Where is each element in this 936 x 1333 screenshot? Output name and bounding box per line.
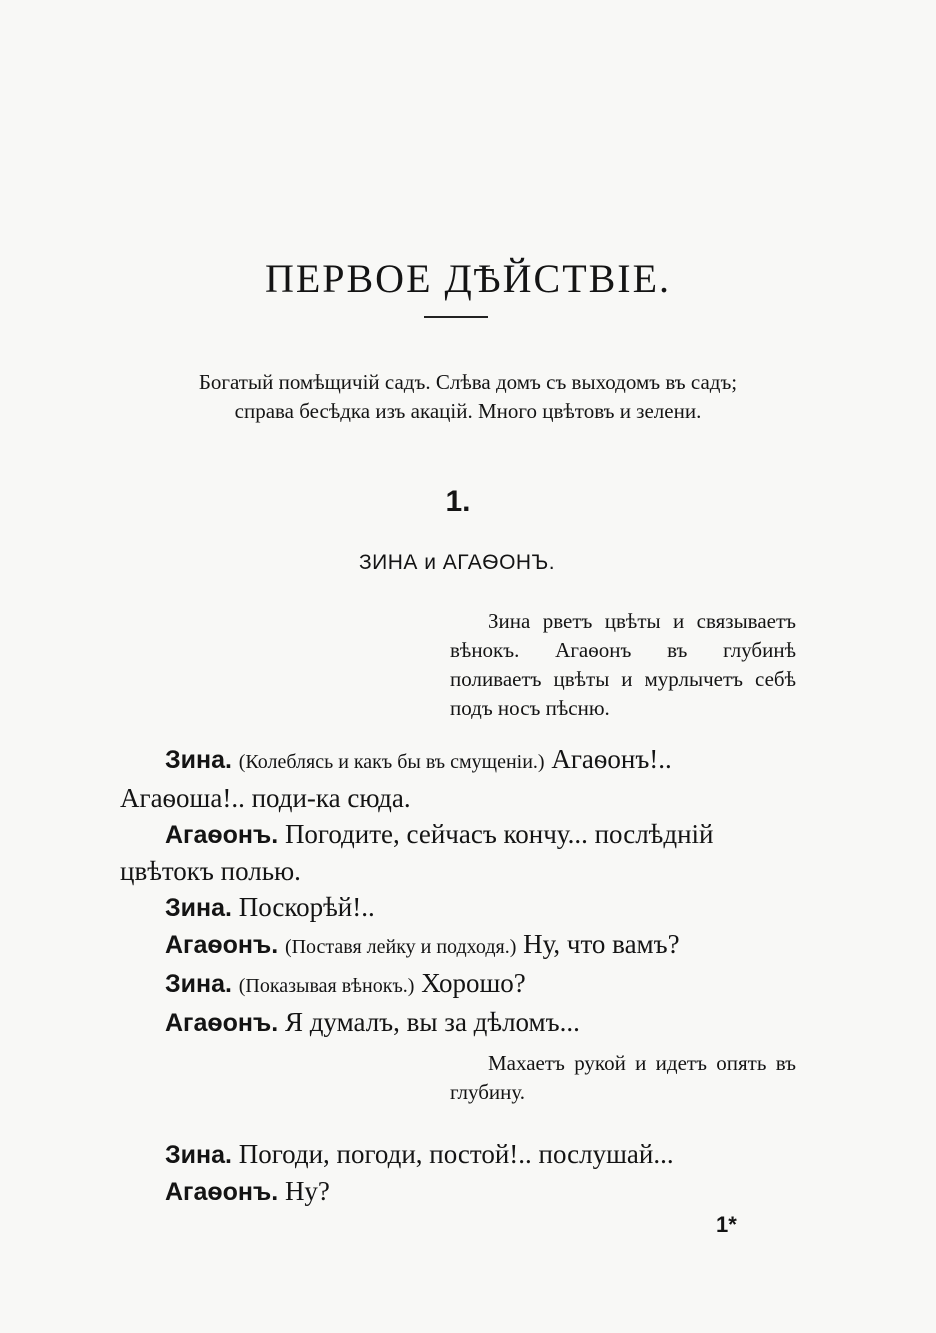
signature-mark: 1* [716,1212,737,1237]
line-text: Поскорѣй!.. [238,892,375,922]
dialogue-block [120,741,788,1041]
line-text: Ну? [284,1176,330,1206]
dialogue-line [120,926,788,965]
setting-line: Богатый помѣщичій садъ. Слѣва домъ съ выходомъ въ садъ; [198,370,738,394]
stage-direction: Махаетъ рукой и идетъ опять въ глубину. [450,1051,796,1104]
dialogue-line [120,741,788,816]
line-text: Агаѳонъ!.. Агаѳоша!.. поди-ка сюда. [120,744,672,813]
title-divider [424,316,488,318]
speaker-name: Зина. [165,970,232,998]
act-title: ПЕРВОЕ ДѢЙСТВІЕ. [264,255,672,301]
speaker-name: Агаѳонъ. [165,1009,279,1037]
dialogue-line [120,1004,788,1041]
dialogue-block [120,1136,788,1210]
stage-direction: Зина рветъ цвѣты и связываетъ вѣнокъ. Агаѳонъ въ глубинѣ поливаетъ цвѣты и мурлычетъ себѣ подъ носъ пѣсню. [450,609,796,720]
speaker-name: Зина. [165,1141,232,1169]
line-text: Хорошо? [421,968,526,998]
line-text: Ну, что вамъ? [523,929,680,959]
inline-direction: (Колеблясь и какъ бы въ смущеніи.) [238,751,545,773]
scene-number: 1. [445,485,471,518]
scene-characters: ЗИНА и АГАѲОНЪ. [358,551,556,574]
setting-description [100,368,836,426]
speaker-name: Зина. [165,746,232,774]
dialogue-line [120,1173,788,1210]
dialogue-line [120,889,788,926]
inline-direction: (Поставя лейку и подходя.) [284,936,517,958]
inline-direction: (Показывая вѣнокъ.) [238,975,415,997]
setting-line: справа бесѣдка изъ акацій. Много цвѣтовъ и зелени. [234,399,702,423]
line-text: Погодите, сейчасъ кончу... послѣдній цвѣтокъ полью. [120,819,714,886]
speaker-name: Агаѳонъ. [165,1178,279,1206]
speaker-name: Агаѳонъ. [165,821,279,849]
line-text: Я думалъ, вы за дѣломъ... [284,1007,580,1037]
speaker-name: Агаѳонъ. [165,931,279,959]
dialogue-line [120,816,788,889]
dialogue-line [120,965,788,1004]
dialogue-line [120,1136,788,1173]
speaker-name: Зина. [165,894,232,922]
line-text: Погоди, погоди, постой!.. послушай... [238,1139,674,1169]
